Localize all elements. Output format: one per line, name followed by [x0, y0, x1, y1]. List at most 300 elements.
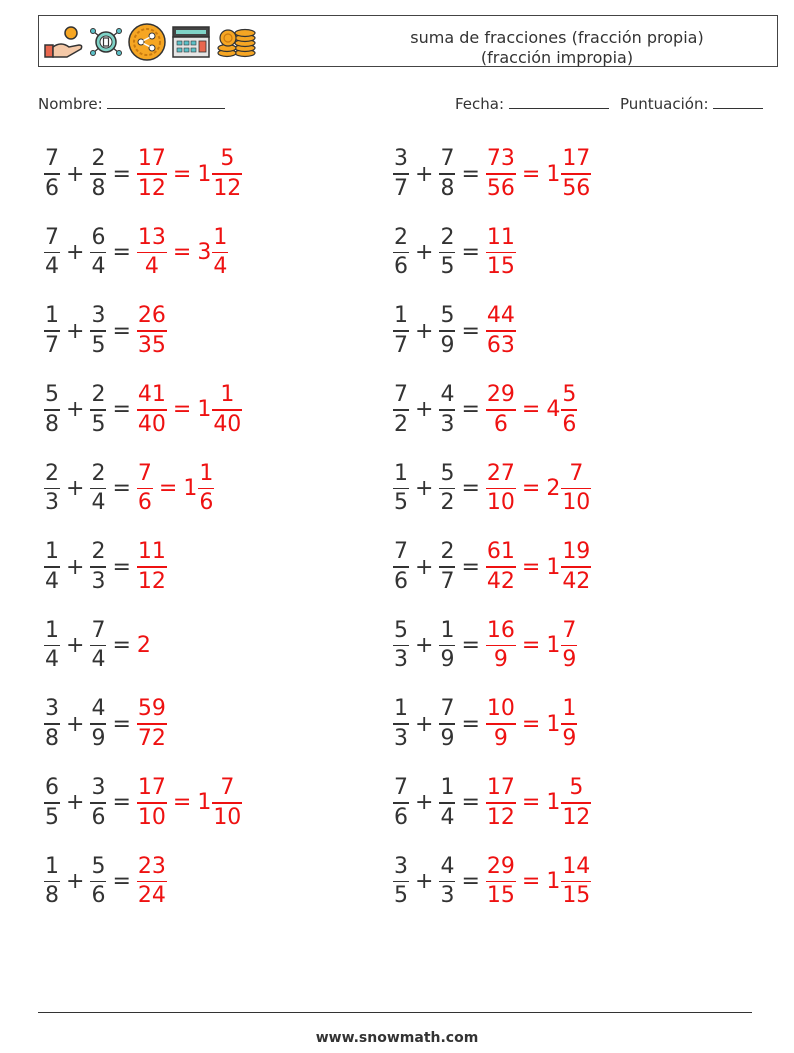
plus-sign: +	[66, 161, 85, 187]
addend-2-fraction-numerator: 4	[91, 696, 106, 722]
answer-improper-fraction	[486, 775, 516, 831]
answer-mixed-whole: 1	[546, 633, 561, 659]
addend-2-fraction-bar	[90, 252, 106, 254]
answer-mixed-fraction-numerator: 19	[562, 539, 591, 565]
addend-1-fraction-numerator: 2	[45, 460, 59, 486]
addend-2-fraction	[439, 696, 455, 752]
answer-whole-number: 2	[136, 633, 151, 659]
score-label: Puntuación:	[620, 95, 709, 113]
plus-sign: +	[415, 161, 434, 187]
addend-2-fraction-bar	[439, 881, 455, 883]
answer-mixed-fraction-denominator: 9	[562, 725, 577, 751]
answer-mixed-whole: 1	[546, 868, 561, 894]
answer-mixed-fraction-bar	[561, 881, 591, 883]
addend-1-fraction	[393, 854, 409, 910]
addend-2-fraction	[90, 146, 106, 202]
answer-improper-fraction-numerator: 17	[137, 146, 166, 172]
addend-2-fraction-denominator: 3	[440, 411, 455, 437]
addend-1-fraction-numerator: 7	[394, 775, 408, 801]
problem-item	[44, 692, 167, 756]
problem-item	[393, 614, 577, 678]
answer-improper-fraction-numerator: 29	[486, 853, 515, 879]
plus-sign: +	[415, 397, 434, 423]
addend-1-fraction-bar	[44, 645, 60, 647]
answer-improper-fraction-denominator: 10	[486, 490, 515, 516]
addend-1-fraction	[44, 382, 60, 438]
addend-2-fraction-numerator: 5	[91, 853, 106, 879]
plus-sign: +	[415, 475, 434, 501]
addend-2-fraction-numerator: 5	[440, 303, 455, 329]
addend-1-fraction-bar	[44, 173, 60, 175]
answer-mixed-fraction	[561, 461, 591, 517]
answer-mixed-fraction-bar	[561, 173, 591, 175]
addend-1-fraction	[44, 696, 60, 752]
name-blank[interactable]	[107, 94, 225, 109]
answer-improper-fraction-denominator: 63	[486, 332, 515, 358]
answer-mixed-fraction-bar	[561, 566, 591, 568]
addend-1-fraction-numerator: 7	[45, 146, 59, 172]
answer-equals-sign: =	[521, 633, 541, 659]
answer-mixed-fraction-denominator: 6	[562, 411, 577, 437]
answer-mixed-whole: 1	[197, 161, 212, 187]
addend-1-fraction-bar	[393, 409, 409, 411]
plus-sign: +	[415, 554, 434, 580]
addend-1-fraction	[393, 775, 409, 831]
answer-improper-fraction-bar	[137, 173, 167, 175]
addend-2-fraction-denominator: 2	[440, 490, 455, 516]
addend-1-fraction-denominator: 8	[45, 411, 59, 437]
plus-sign: +	[66, 554, 85, 580]
name-label: Nombre:	[38, 95, 103, 113]
addend-2-fraction	[439, 382, 455, 438]
answer-improper-fraction	[137, 539, 167, 595]
equals-sign: =	[461, 161, 480, 187]
answer-mixed-fraction-denominator: 40	[213, 411, 242, 437]
addend-2-fraction	[90, 854, 106, 910]
problem-item	[44, 142, 242, 206]
addend-1-fraction-denominator: 2	[394, 411, 408, 437]
addend-1-fraction	[44, 618, 60, 674]
addend-1-fraction	[44, 539, 60, 595]
plus-sign: +	[66, 475, 85, 501]
addend-1-fraction	[393, 539, 409, 595]
answer-improper-fraction-denominator: 24	[137, 883, 166, 909]
addend-2-fraction-denominator: 9	[440, 725, 455, 751]
problem-item	[44, 221, 228, 285]
answer-mixed-fraction	[212, 382, 242, 438]
addend-2-fraction	[439, 854, 455, 910]
equals-sign: =	[112, 554, 131, 580]
answer-mixed-fraction-numerator: 5	[220, 146, 235, 172]
addend-2-fraction-bar	[439, 409, 455, 411]
answer-improper-fraction-bar	[137, 488, 153, 490]
addend-1-fraction	[393, 461, 409, 517]
answer-improper-fraction-numerator: 10	[486, 696, 515, 722]
answer-improper-fraction-bar	[137, 881, 167, 883]
problem-item	[44, 771, 242, 835]
equals-sign: =	[112, 161, 131, 187]
answer-improper-fraction-denominator: 35	[137, 332, 166, 358]
addend-1-fraction-bar	[44, 488, 60, 490]
answer-mixed-fraction	[561, 539, 591, 595]
addend-2-fraction-numerator: 2	[91, 146, 106, 172]
answer-equals-sign: =	[521, 554, 541, 580]
addend-2-fraction-denominator: 9	[440, 647, 455, 673]
addend-1-fraction-numerator: 6	[45, 775, 59, 801]
answer-improper-fraction-numerator: 59	[137, 696, 166, 722]
addend-2-fraction-denominator: 8	[440, 175, 455, 201]
plus-sign: +	[66, 868, 85, 894]
answer-equals-sign: =	[521, 711, 541, 737]
equals-sign: =	[112, 397, 131, 423]
equals-sign: =	[112, 790, 131, 816]
answer-mixed-fraction	[561, 696, 577, 752]
problem-item	[393, 771, 591, 835]
answer-mixed-fraction-denominator: 6	[199, 490, 214, 516]
addend-2-fraction-bar	[90, 802, 106, 804]
addend-2-fraction	[90, 461, 106, 517]
answer-improper-fraction	[486, 303, 516, 359]
answer-improper-fraction-bar	[486, 566, 516, 568]
addend-2-fraction-bar	[439, 330, 455, 332]
addend-1-fraction-bar	[393, 802, 409, 804]
addend-1-fraction	[44, 461, 60, 517]
addend-1-fraction-numerator: 3	[394, 146, 408, 172]
answer-mixed-fraction-denominator: 12	[213, 175, 242, 201]
answer-mixed-fraction-denominator: 9	[562, 647, 577, 673]
addend-1-fraction-bar	[393, 330, 409, 332]
addend-1-fraction-bar	[44, 802, 60, 804]
answer-improper-fraction	[486, 618, 516, 674]
addend-1-fraction	[393, 225, 409, 281]
answer-equals-sign: =	[172, 790, 192, 816]
addend-1-fraction-numerator: 2	[394, 224, 408, 250]
addend-1-fraction-bar	[393, 566, 409, 568]
addend-2-fraction-numerator: 2	[91, 460, 106, 486]
answer-improper-fraction-bar	[137, 409, 167, 411]
answer-improper-fraction-denominator: 56	[486, 175, 515, 201]
addend-2-fraction-numerator: 2	[440, 539, 455, 565]
addend-1-fraction-numerator: 1	[45, 617, 59, 643]
addend-1-fraction-denominator: 7	[394, 332, 408, 358]
addend-1-fraction-bar	[44, 881, 60, 883]
answer-improper-fraction	[486, 539, 516, 595]
addend-1-fraction-denominator: 4	[45, 254, 59, 280]
answer-mixed-fraction-denominator: 42	[562, 568, 591, 594]
answer-mixed-fraction-bar	[212, 409, 242, 411]
addend-2-fraction-bar	[90, 645, 106, 647]
problem-item	[44, 849, 167, 913]
addend-1-fraction	[44, 225, 60, 281]
answer-improper-fraction-denominator: 4	[144, 254, 159, 280]
addend-1-fraction-numerator: 1	[45, 539, 59, 565]
equals-sign: =	[461, 633, 480, 659]
answer-improper-fraction-numerator: 17	[486, 775, 515, 801]
addend-1-fraction-denominator: 6	[394, 568, 408, 594]
answer-mixed-fraction-bar	[561, 723, 577, 725]
addend-2-fraction-bar	[439, 645, 455, 647]
addend-2-fraction-bar	[439, 488, 455, 490]
answer-improper-fraction	[486, 461, 516, 517]
name-field	[38, 94, 225, 113]
addend-1-fraction	[44, 854, 60, 910]
addend-1-fraction-denominator: 5	[394, 490, 408, 516]
answer-improper-fraction	[137, 225, 167, 281]
addend-1-fraction-denominator: 8	[45, 883, 59, 909]
addend-1-fraction	[44, 775, 60, 831]
answer-equals-sign: =	[172, 161, 192, 187]
answer-improper-fraction-bar	[137, 723, 167, 725]
answer-mixed-fraction-bar	[561, 409, 577, 411]
addend-2-fraction	[439, 539, 455, 595]
answer-improper-fraction-bar	[486, 645, 516, 647]
answer-mixed-fraction-bar	[212, 252, 228, 254]
answer-improper-fraction-bar	[137, 802, 167, 804]
answer-mixed-fraction-numerator: 1	[213, 224, 228, 250]
answer-mixed-fraction-bar	[561, 645, 577, 647]
answer-improper-fraction-numerator: 11	[137, 539, 166, 565]
answer-improper-fraction-bar	[137, 330, 167, 332]
answer-mixed-fraction	[212, 775, 242, 831]
addend-2-fraction-bar	[90, 566, 106, 568]
addend-1-fraction-denominator: 4	[45, 647, 59, 673]
title-line-2: (fracción impropia)	[480, 48, 634, 67]
answer-equals-sign: =	[158, 475, 178, 501]
addend-1-fraction-numerator: 5	[394, 617, 408, 643]
equals-sign: =	[461, 790, 480, 816]
addend-1-fraction-bar	[44, 566, 60, 568]
addend-1-fraction-denominator: 5	[45, 804, 59, 830]
addend-2-fraction-numerator: 1	[440, 617, 455, 643]
answer-mixed-whole: 3	[197, 240, 212, 266]
answer-improper-fraction	[137, 382, 167, 438]
answer-mixed-fraction-bar	[561, 802, 591, 804]
answer-mixed-whole: 1	[197, 397, 212, 423]
addend-2-fraction	[90, 303, 106, 359]
answer-improper-fraction-bar	[486, 409, 516, 411]
addend-1-fraction-bar	[393, 723, 409, 725]
addend-1-fraction-denominator: 5	[394, 883, 408, 909]
answer-mixed-fraction-numerator: 1	[199, 460, 214, 486]
addend-2-fraction-denominator: 3	[91, 568, 106, 594]
answer-improper-fraction	[137, 146, 167, 202]
answer-mixed-fraction	[561, 146, 591, 202]
addend-2-fraction-bar	[439, 566, 455, 568]
answer-mixed-fraction-bar	[212, 802, 242, 804]
addend-2-fraction-denominator: 3	[440, 883, 455, 909]
addend-2-fraction-bar	[90, 409, 106, 411]
problem-item	[393, 378, 577, 442]
equals-sign: =	[112, 240, 131, 266]
answer-improper-fraction-denominator: 12	[137, 175, 166, 201]
problem-item	[393, 849, 591, 913]
answer-improper-fraction-numerator: 29	[486, 382, 515, 408]
header-icons	[43, 24, 257, 60]
answer-mixed-whole: 1	[546, 711, 561, 737]
addend-2-fraction-denominator: 4	[91, 254, 106, 280]
answer-mixed-fraction-numerator: 14	[562, 853, 591, 879]
equals-sign: =	[461, 554, 480, 580]
answer-mixed-whole: 1	[546, 790, 561, 816]
addend-1-fraction-numerator: 1	[45, 303, 59, 329]
addend-2-fraction-bar	[90, 173, 106, 175]
answer-improper-fraction-numerator: 11	[486, 224, 515, 250]
answer-mixed-fraction-denominator: 10	[562, 490, 591, 516]
addend-2-fraction-numerator: 4	[440, 853, 455, 879]
plus-sign: +	[415, 318, 434, 344]
answer-improper-fraction-numerator: 23	[137, 853, 166, 879]
addend-1-fraction-denominator: 6	[394, 254, 408, 280]
answer-improper-fraction-bar	[486, 802, 516, 804]
addend-1-fraction-bar	[44, 330, 60, 332]
addend-1-fraction-numerator: 7	[394, 382, 408, 408]
problem-item	[393, 692, 577, 756]
answer-mixed-fraction-numerator: 7	[569, 460, 584, 486]
addend-2-fraction-numerator: 2	[91, 539, 106, 565]
answer-mixed-whole: 1	[546, 554, 561, 580]
addend-1-fraction-numerator: 1	[394, 460, 408, 486]
answer-mixed-fraction	[561, 854, 591, 910]
addend-2-fraction	[439, 146, 455, 202]
worksheet-header	[38, 15, 778, 67]
date-blank[interactable]	[509, 94, 609, 109]
addend-1-fraction	[393, 618, 409, 674]
addend-2-fraction-bar	[439, 723, 455, 725]
problem-item	[44, 299, 167, 363]
answer-improper-fraction-numerator: 61	[486, 539, 515, 565]
plus-sign: +	[66, 318, 85, 344]
addend-2-fraction-numerator: 5	[440, 460, 455, 486]
answer-equals-sign: =	[521, 475, 541, 501]
answer-improper-fraction-bar	[137, 252, 167, 254]
answer-improper-fraction-denominator: 9	[493, 647, 508, 673]
answer-improper-fraction-denominator: 72	[137, 725, 166, 751]
answer-improper-fraction-numerator: 44	[486, 303, 515, 329]
answer-mixed-fraction-bar	[212, 173, 242, 175]
answer-improper-fraction-numerator: 26	[137, 303, 166, 329]
answer-improper-fraction-bar	[486, 488, 516, 490]
equals-sign: =	[112, 318, 131, 344]
addend-1-fraction	[393, 303, 409, 359]
addend-1-fraction-denominator: 7	[394, 175, 408, 201]
addend-2-fraction-bar	[439, 802, 455, 804]
answer-improper-fraction-bar	[486, 881, 516, 883]
answer-equals-sign: =	[172, 397, 192, 423]
addend-2-fraction-bar	[90, 330, 106, 332]
answer-equals-sign: =	[521, 161, 541, 187]
addend-2-fraction-numerator: 7	[91, 617, 106, 643]
answer-improper-fraction-denominator: 15	[486, 883, 515, 909]
addend-2-fraction-denominator: 4	[440, 804, 455, 830]
answer-mixed-fraction	[561, 382, 577, 438]
answer-mixed-fraction	[198, 461, 214, 517]
answer-mixed-fraction	[212, 225, 228, 281]
answer-mixed-whole: 2	[546, 475, 561, 501]
answer-improper-fraction-denominator: 12	[486, 804, 515, 830]
plus-sign: +	[66, 711, 85, 737]
answer-mixed-whole: 1	[197, 790, 212, 816]
answer-improper-fraction	[486, 854, 516, 910]
answer-mixed-whole: 1	[546, 161, 561, 187]
answer-improper-fraction-denominator: 12	[137, 568, 166, 594]
answer-equals-sign: =	[521, 397, 541, 423]
addend-2-fraction-bar	[439, 173, 455, 175]
addend-1-fraction-bar	[393, 252, 409, 254]
addend-2-fraction-denominator: 6	[91, 804, 106, 830]
answer-improper-fraction	[137, 775, 167, 831]
answer-mixed-fraction	[561, 618, 577, 674]
answer-equals-sign: =	[521, 790, 541, 816]
addend-2-fraction-denominator: 5	[440, 254, 455, 280]
plus-sign: +	[415, 790, 434, 816]
addend-2-fraction	[439, 303, 455, 359]
equals-sign: =	[461, 397, 480, 423]
score-blank[interactable]	[713, 94, 763, 109]
addend-1-fraction-denominator: 3	[45, 490, 59, 516]
answer-improper-fraction-denominator: 40	[137, 411, 166, 437]
addend-1-fraction-numerator: 1	[394, 696, 408, 722]
answer-equals-sign: =	[521, 868, 541, 894]
answer-improper-fraction	[486, 225, 516, 281]
addend-1-fraction-bar	[44, 723, 60, 725]
addend-1-fraction-denominator: 6	[394, 804, 408, 830]
addend-1-fraction-bar	[44, 409, 60, 411]
addend-2-fraction-denominator: 9	[440, 332, 455, 358]
answer-mixed-fraction-numerator: 7	[220, 775, 235, 801]
plus-sign: +	[66, 633, 85, 659]
answer-improper-fraction	[137, 696, 167, 752]
answer-mixed-fraction-denominator: 15	[562, 883, 591, 909]
addend-1-fraction-numerator: 7	[45, 224, 59, 250]
cash-register-icon	[171, 25, 211, 59]
addend-1-fraction-numerator: 1	[394, 303, 408, 329]
addend-2-fraction-denominator: 5	[91, 332, 106, 358]
plus-sign: +	[66, 240, 85, 266]
addend-2-fraction-bar	[90, 723, 106, 725]
addend-2-fraction-numerator: 2	[440, 224, 455, 250]
addend-1-fraction-denominator: 7	[45, 332, 59, 358]
date-label: Fecha:	[455, 95, 505, 113]
addend-2-fraction	[90, 618, 106, 674]
addend-2-fraction-numerator: 6	[91, 224, 106, 250]
problem-item	[393, 299, 516, 363]
addend-1-fraction	[393, 146, 409, 202]
answer-improper-fraction-numerator: 41	[137, 382, 166, 408]
addend-2-fraction	[90, 539, 106, 595]
addend-1-fraction	[393, 696, 409, 752]
answer-mixed-fraction-numerator: 7	[562, 617, 577, 643]
answer-improper-fraction-bar	[137, 566, 167, 568]
answer-improper-fraction	[486, 382, 516, 438]
answer-improper-fraction-denominator: 9	[493, 725, 508, 751]
answer-mixed-fraction-numerator: 5	[562, 382, 577, 408]
addend-2-fraction-bar	[90, 488, 106, 490]
title-line-1: suma de fracciones (fracción propia)	[410, 28, 704, 47]
answer-mixed-fraction-numerator: 17	[562, 146, 591, 172]
answer-mixed-fraction	[212, 146, 242, 202]
addend-2-fraction-bar	[439, 252, 455, 254]
addend-2-fraction-denominator: 8	[91, 175, 106, 201]
equals-sign: =	[461, 240, 480, 266]
score-field	[620, 94, 763, 113]
answer-improper-fraction-denominator: 15	[486, 254, 515, 280]
answer-mixed-fraction	[561, 775, 591, 831]
addend-2-fraction-denominator: 4	[91, 647, 106, 673]
answer-improper-fraction	[137, 854, 167, 910]
equals-sign: =	[461, 318, 480, 344]
addend-2-fraction-denominator: 4	[91, 490, 106, 516]
answer-mixed-fraction-denominator: 56	[562, 175, 591, 201]
